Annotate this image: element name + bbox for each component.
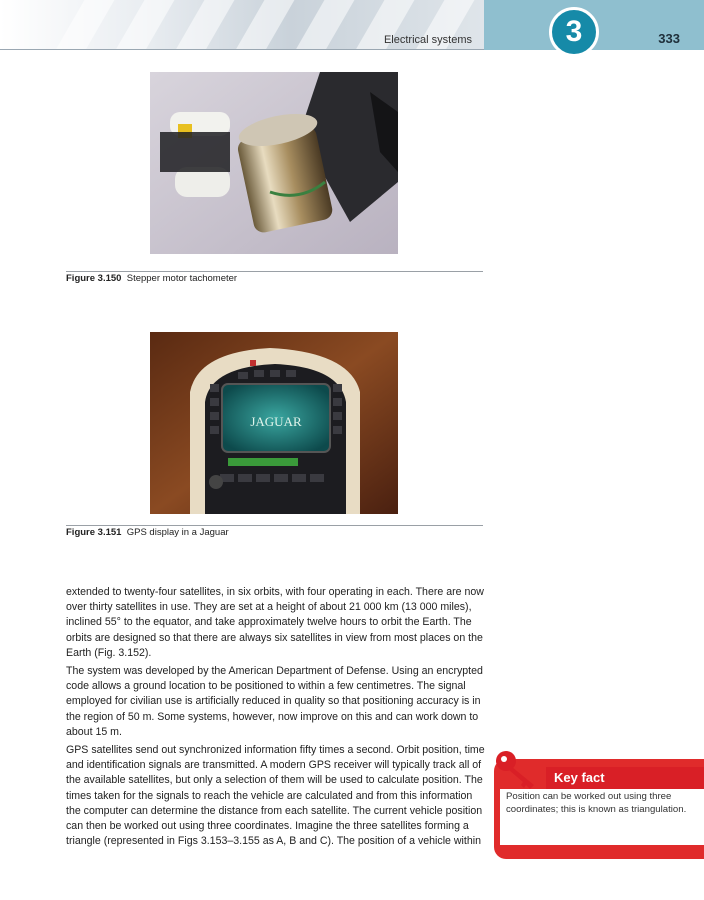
paragraph: extended to twenty-four satellites, in six orbits, with four operating in each. There are now over thirty satellites in use. They are set at a height of about 21 000 km (13 000 miles), inclined 55° to the equator, and take approximately twelve hours to orbit the Earth. The orbits are designed so that there are always six satellites in view from most places on the Earth (Fig. 3.152). bbox=[66, 586, 484, 659]
paragraph: GPS satellites send out synchronized information fifty times a second. Orbit position, time and identification signals are transmitted. A modern GPS receiver will typically track all of the available satellites, but only a selection of them will be used to calculate position. The times taken for the signals to reach the vehicle are calculated and from this information the computer can determine the distance from each satellite. The current vehicle position can then be worked out using three coordinates. Imagine the three satellites forming a triangle (represented in Figs 3.153–3.155 as A, B and C). The position of a vehicle within bbox=[66, 744, 485, 848]
paragraph: The system was developed by the American Department of Defense. Using an encrypted code allows a ground location to be positioned to within a few centimetres. The signal employed for civilian use is artificially reduced in quality so that positioning accuracy is in the region of 50 m. Some systems, however, now improve on this and can work down to about 15 m. bbox=[66, 665, 483, 738]
figure-caption-text: GPS display in a Jaguar bbox=[126, 527, 229, 538]
figure-3-150-rule bbox=[66, 271, 483, 272]
key-fact-box bbox=[494, 749, 704, 862]
key-icon bbox=[494, 749, 542, 793]
figure-caption-text: Stepper motor tachometer bbox=[126, 273, 238, 284]
page-number: 333 bbox=[658, 31, 680, 46]
figure-3-151-caption bbox=[66, 527, 229, 538]
figure-3-150-photo bbox=[150, 72, 398, 254]
chapter-number: 3 bbox=[549, 7, 599, 57]
figure-number: Figure 3.150 bbox=[66, 273, 122, 284]
screen-logo: JAGUAR bbox=[250, 414, 302, 429]
figure-3-150-caption bbox=[66, 273, 237, 284]
header-rule bbox=[0, 49, 484, 50]
running-head: Electrical systems bbox=[383, 34, 472, 46]
key-fact-text: Position can be worked out using three coordinates; this is known as triangulation. bbox=[506, 791, 687, 815]
key-fact-title: Key fact bbox=[554, 770, 605, 785]
figure-3-151-photo bbox=[150, 332, 398, 514]
figure-3-151-rule bbox=[66, 525, 483, 526]
figure-number: Figure 3.151 bbox=[66, 527, 122, 538]
body-text bbox=[66, 585, 486, 852]
